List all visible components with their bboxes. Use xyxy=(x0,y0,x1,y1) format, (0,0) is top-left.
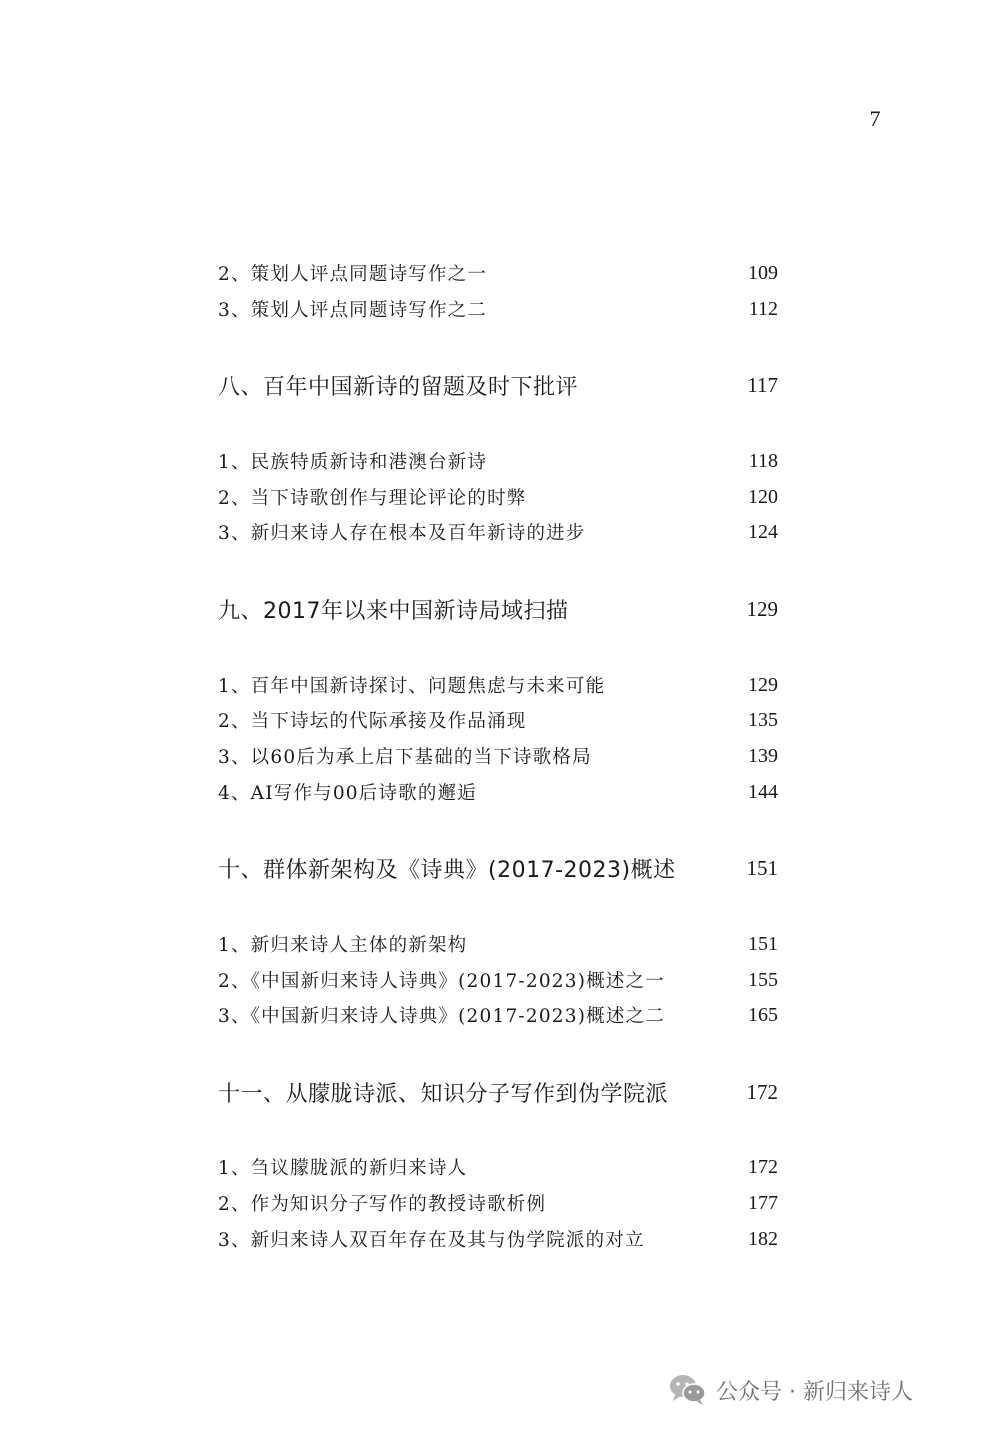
toc-entry-title: 2、当下诗歌创作与理论评论的时弊 xyxy=(218,488,527,509)
toc-entry-page: 135 xyxy=(748,708,778,731)
toc-entry xyxy=(218,964,778,996)
toc-chapter-page: 172 xyxy=(746,1079,778,1104)
wechat-icon xyxy=(668,1373,708,1407)
toc-entry xyxy=(218,445,778,477)
toc-chapter-page: 151 xyxy=(746,855,778,880)
toc-chapter xyxy=(218,369,778,401)
toc-entry-title: 1、百年中国新诗探讨、问题焦虑与未来可能 xyxy=(218,676,606,697)
toc-entry-page: 109 xyxy=(748,261,778,284)
toc-entry-title: 2、当下诗坛的代际承接及作品涌现 xyxy=(218,711,527,732)
toc-entry xyxy=(218,516,778,548)
toc-chapter-page: 129 xyxy=(746,596,778,621)
toc-entry xyxy=(218,999,778,1031)
toc-entry-title: 1、民族特质新诗和港澳台新诗 xyxy=(218,452,488,473)
toc-entry-title: 3、策划人评点同题诗写作之二 xyxy=(218,300,488,321)
toc-chapter xyxy=(218,1076,778,1108)
toc-entry xyxy=(218,257,778,289)
toc-entry-page: 172 xyxy=(748,1155,778,1178)
toc-entry xyxy=(218,1223,778,1255)
toc-chapter-title: 十一、从朦胧诗派、知识分子写作到伪学院派 xyxy=(218,1081,669,1107)
toc-entry-title: 4、AI写作与00后诗歌的邂逅 xyxy=(218,783,477,804)
toc-entry-page: 118 xyxy=(748,449,778,472)
toc-entry-title: 2、《中国新归来诗人诗典》(2017-2023)概述之一 xyxy=(218,971,665,992)
toc-entry-title: 1、新归来诗人主体的新架构 xyxy=(218,935,468,956)
toc-entry-page: 124 xyxy=(748,520,778,543)
toc-entry-page: 177 xyxy=(748,1191,778,1214)
toc-entry-title: 3、《中国新归来诗人诗典》(2017-2023)概述之二 xyxy=(218,1006,665,1027)
toc-chapter xyxy=(218,852,778,884)
toc-entry-page: 151 xyxy=(748,932,778,955)
toc-entry-page: 139 xyxy=(748,744,778,767)
wechat-watermark xyxy=(668,1370,913,1410)
toc-entry-title: 2、策划人评点同题诗写作之一 xyxy=(218,264,488,285)
toc-entry xyxy=(218,704,778,736)
toc-chapter-title: 九、2017年以来中国新诗局域扫描 xyxy=(218,598,569,624)
toc-entry-title: 3、新归来诗人双百年存在及其与伪学院派的对立 xyxy=(218,1230,645,1251)
toc-entry-page: 112 xyxy=(748,297,778,320)
toc-entry-page: 129 xyxy=(748,673,778,696)
toc-entry-page: 120 xyxy=(748,485,778,508)
toc-entry xyxy=(218,1187,778,1219)
toc-entry-title: 2、作为知识分子写作的教授诗歌析例 xyxy=(218,1194,547,1215)
toc-entry-title: 3、以60后为承上启下基础的当下诗歌格局 xyxy=(218,747,592,768)
toc-entry xyxy=(218,293,778,325)
toc-entry xyxy=(218,481,778,513)
toc-entry-title: 1、刍议朦胧派的新归来诗人 xyxy=(218,1158,468,1179)
page-number: 7 xyxy=(869,106,881,131)
toc-entry xyxy=(218,1151,778,1183)
toc-entry xyxy=(218,669,778,701)
toc-chapter-title: 十、群体新架构及《诗典》(2017-2023)概述 xyxy=(218,857,676,883)
toc-entry-page: 182 xyxy=(748,1227,778,1250)
toc-entry-page: 144 xyxy=(748,780,778,803)
toc-entry-title: 3、新归来诗人存在根本及百年新诗的进步 xyxy=(218,523,586,544)
toc-chapter xyxy=(218,593,778,625)
watermark-text: 公众号 · 新归来诗人 xyxy=(716,1379,913,1405)
toc-entry xyxy=(218,740,778,772)
toc-chapter-page: 117 xyxy=(747,372,778,397)
toc-entry xyxy=(218,776,778,808)
toc-chapter-title: 八、百年中国新诗的留题及时下批评 xyxy=(218,374,579,400)
toc-entry-page: 165 xyxy=(748,1003,778,1026)
toc-entry-page: 155 xyxy=(748,968,778,991)
toc-entry xyxy=(218,928,778,960)
